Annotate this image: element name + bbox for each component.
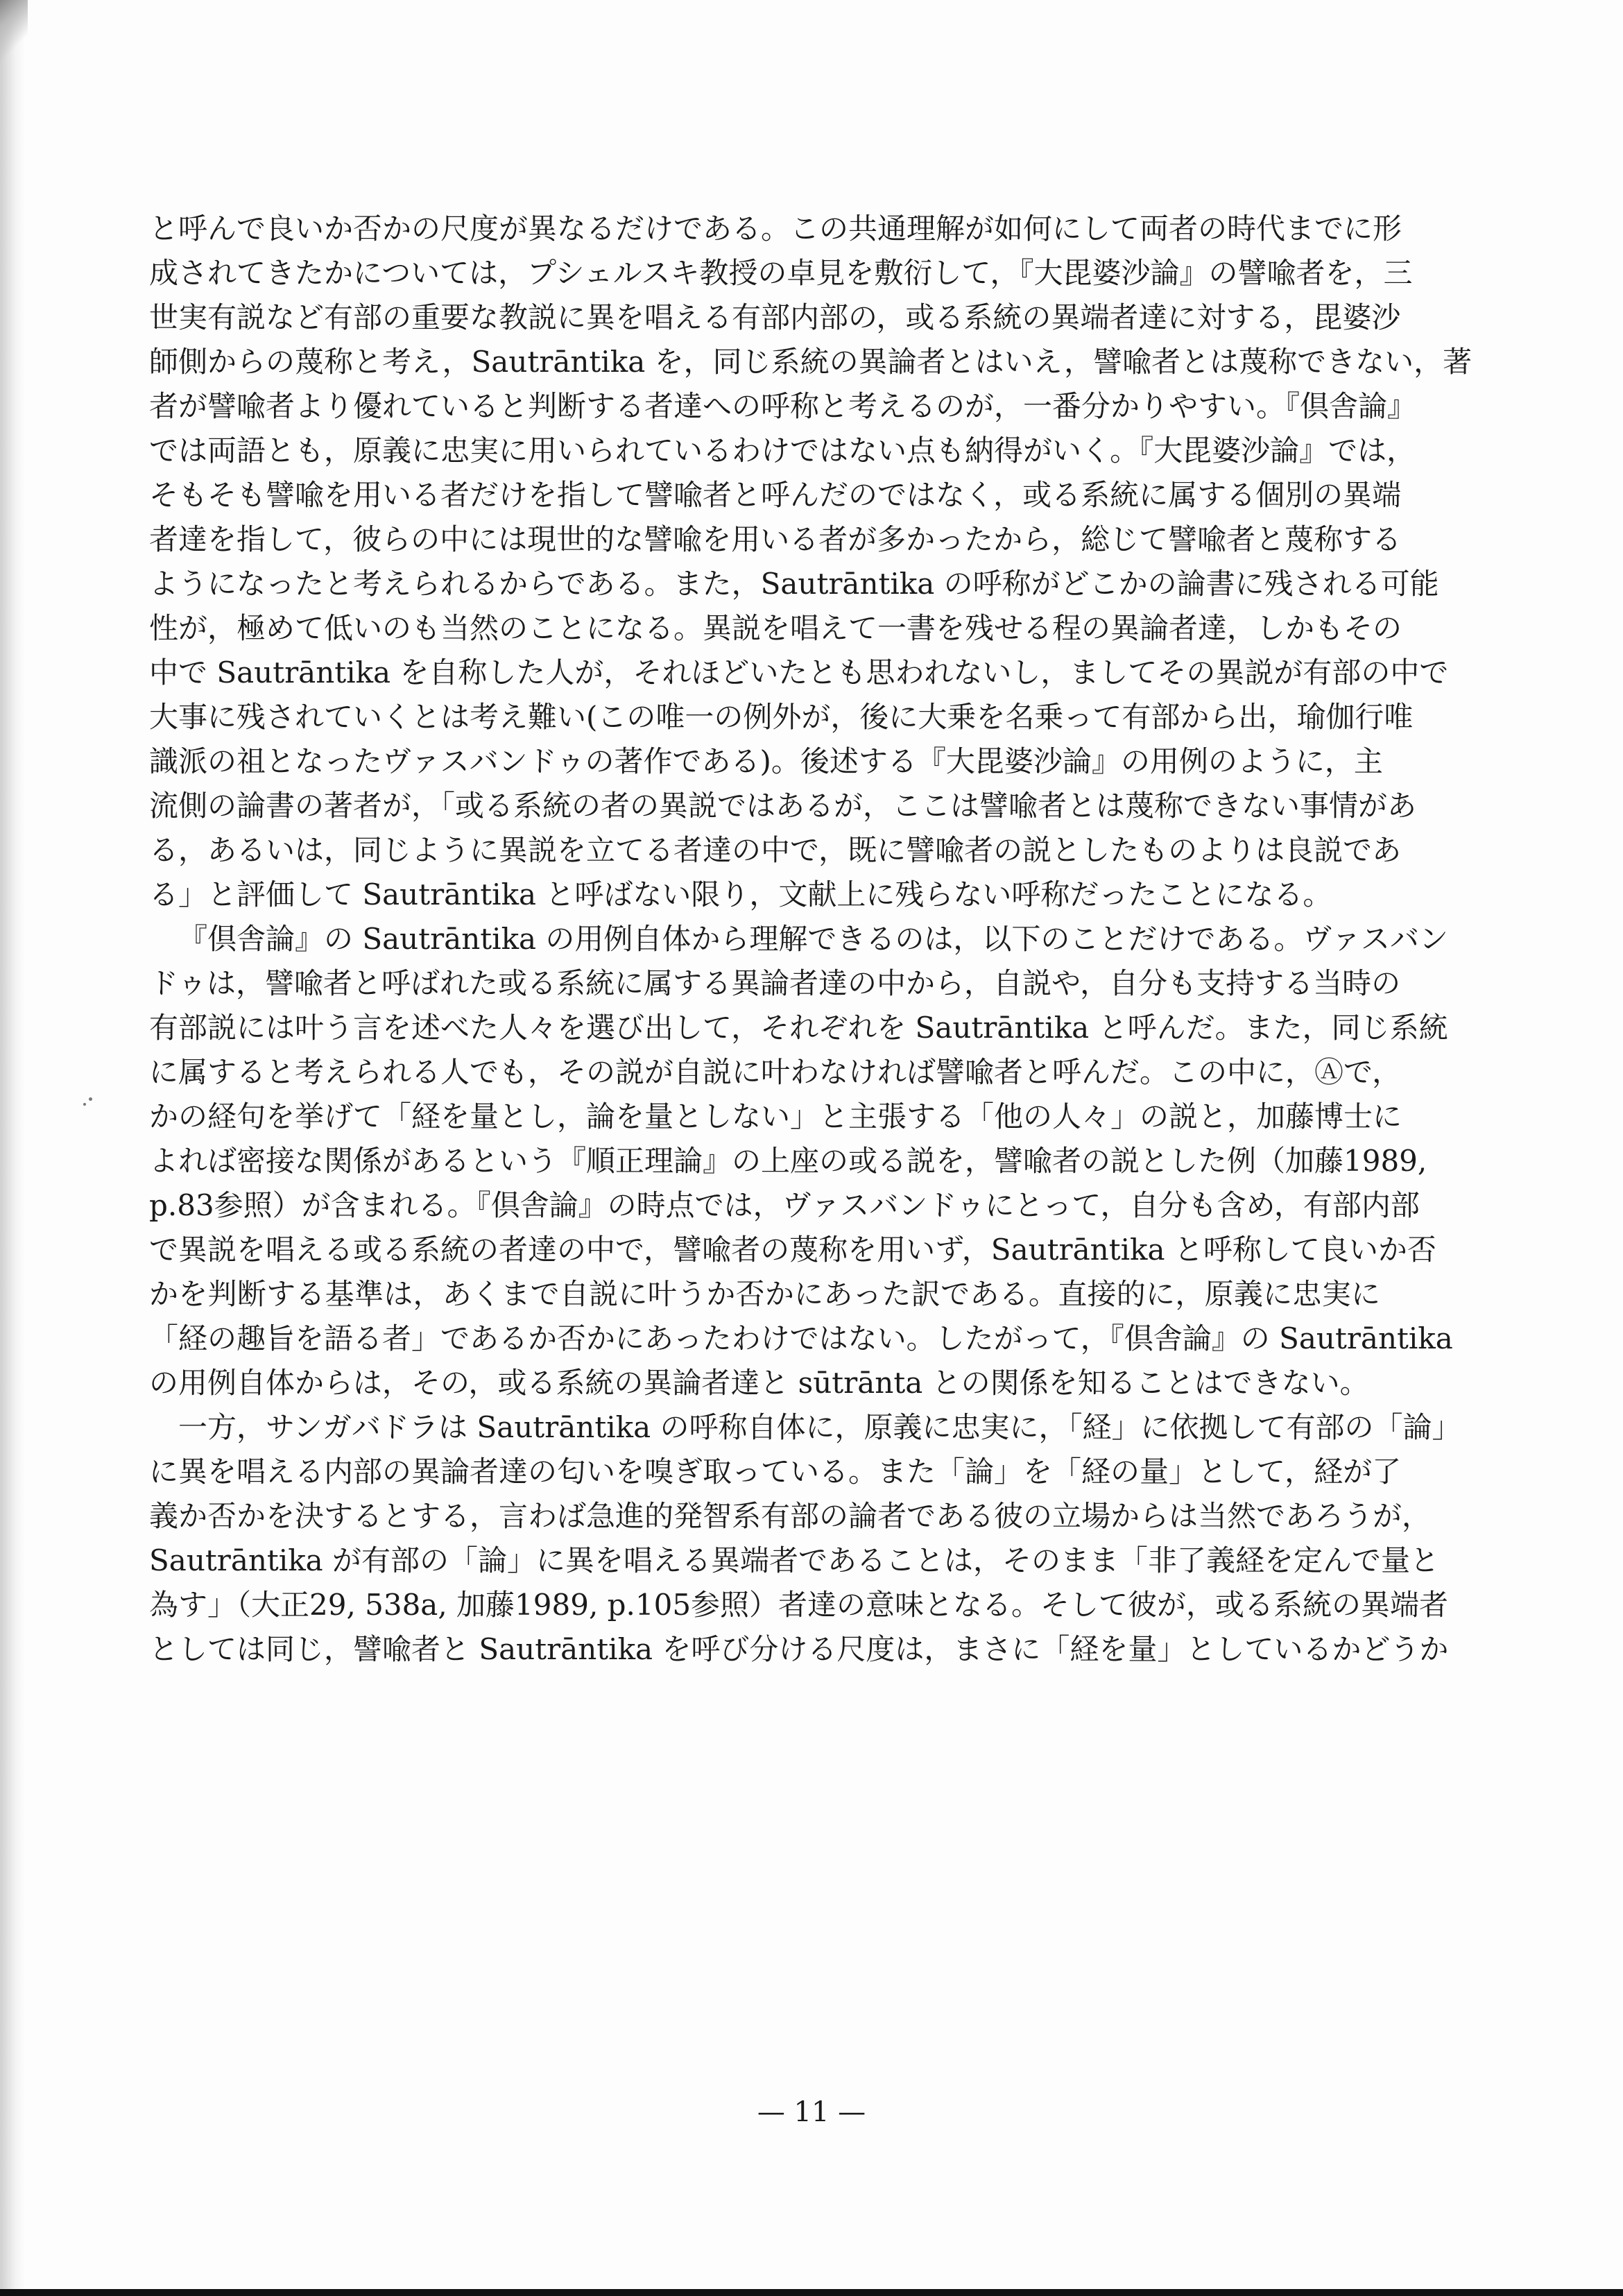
text-line: ようになったと考えられるからである。また，Sautrāntika の呼称がどこかの論書に残される可能 [149, 567, 1439, 601]
text-line: に属すると考えられる人でも，その説が自説に叶わなければ譬喩者と呼んだ。この中に，Ⓐで， [149, 1055, 1402, 1089]
text-line: 者達を指して，彼らの中には現世的な譬喩を用いる者が多かったから，総じて譬喩者と蔑称する [149, 522, 1402, 556]
text-line: 流側の論書の著者が，「或る系統の者の異説ではあるが，ここは譬喩者とは蔑称できない事情があ [149, 789, 1417, 823]
text-line: 性が，極めて低いのも当然のことになる。異説を唱えて一書を残せる程の異論者達，しかもその [149, 611, 1402, 645]
text-line: では両語とも，原義に忠実に用いられているわけではない点も納得がいく。『大毘婆沙論』では， [149, 434, 1416, 468]
text-line: 大事に残されていくとは考え難い(この唯一の例外が，後に大乗を名乗って有部から出，瑜伽行唯 [149, 700, 1414, 734]
text-line: かの経句を挙げて「経を量とし，論を量としない」と主張する「他の人々」の説と，加藤博士に [149, 1099, 1402, 1133]
text-line: 識派の祖となったヴァスバンドゥの著作である)。後述する『大毘婆沙論』の用例のように，主 [149, 744, 1383, 778]
text-line: と呼んで良いか否かの尺度が異なるだけである。この共通理解が如何にして両者の時代までに形 [149, 212, 1402, 246]
text-line: 師側からの蔑称と考え，Sautrāntika を，同じ系統の異論者とはいえ，譬喩者とは蔑称できない，著 [149, 345, 1472, 379]
scan-edge-shadow [0, 0, 25, 2296]
text-line: 世実有説など有部の重要な教説に異を唱える有部内部の，或る系統の異端者達に対する，毘婆沙 [149, 300, 1401, 334]
scan-corner-mark [0, 0, 28, 62]
text-line: 『倶舎論』の Sautrāntika の用例自体から理解できるのは，以下のことだけである。ヴァスバン [178, 922, 1448, 956]
text-line: Sautrāntika が有部の「論」に異を唱える異端者であることは，そのまま「非了義経を定んで量と [149, 1543, 1440, 1577]
text-line: p.83参照）が含まれる。『倶舎論』の時点では，ヴァスバンドゥにとって，自分も含め，有部内部 [149, 1188, 1420, 1222]
text-line: の用例自体からは，その，或る系統の異論者達と sūtrānta との関係を知ることはできない。 [149, 1366, 1369, 1400]
text-line: よれば密接な関係があるという『順正理論』の上座の或る説を，譬喩者の説とした例（加藤1989, [149, 1144, 1427, 1178]
text-line: る，あるいは，同じように異説を立てる者達の中で，既に譬喩者の説としたものよりは良説であ [149, 833, 1402, 867]
paragraph [149, 207, 1472, 917]
text-line: 中で Sautrāntika を自称した人が，それほどいたとも思われないし，ましてその異説が有部の中で [149, 656, 1449, 689]
scan-bottom-edge [0, 2289, 1623, 2296]
scan-speck [89, 1097, 92, 1101]
text-line: る」と評価して Sautrāntika と呼ばない限り，文献上に残らない呼称だったことになる。 [149, 877, 1332, 911]
text-line: 者が譬喩者より優れていると判断する者達への呼称と考えるのが，一番分かりやすい。『倶舎論』 [149, 389, 1417, 423]
text-line: 一方，サンガバドラは Sautrāntika の呼称自体に，原義に忠実に，「経」に依拠して有部の「論」 [178, 1410, 1461, 1444]
page-number: — 11 — [757, 2096, 866, 2128]
text-line: 「経の趣旨を語る者」であるか否かにあったわけではない。したがって，『倶舎論』の Sautrāntika [149, 1321, 1453, 1355]
text-line: 義か否かを決するとする，言わば急進的発智系有部の論者である彼の立場からは当然であろうが， [149, 1499, 1432, 1533]
text-line: としては同じ，譬喩者と Sautrāntika を呼び分ける尺度は，まさに「経を量」としているかどうか [149, 1632, 1449, 1666]
text-line: そもそも譬喩を用いる者だけを指して譬喩者と呼んだのではなく，或る系統に属する個別の異端 [149, 478, 1402, 512]
paragraph [149, 917, 1453, 1405]
text-line: に異を唱える内部の異論者達の匂いを嗅ぎ取っている。また「論」を「経の量」として，経が了 [149, 1455, 1402, 1489]
text-line: 成されてきたかについては，プシェルスキ教授の卓見を敷衍して，『大毘婆沙論』の譬喩者を，三 [149, 256, 1413, 290]
text-line: 為す」（大正29, 538a, 加藤1989, p.105参照）者達の意味となる。そして彼が，或る系統の異端者 [149, 1588, 1449, 1622]
text-line: で異説を唱える或る系統の者達の中で，譬喩者の蔑称を用いず，Sautrāntika と呼称して良いか否 [149, 1233, 1436, 1267]
text-line: ドゥは，譬喩者と呼ばれた或る系統に属する異論者達の中から，自説や，自分も支持する当時の [149, 966, 1401, 1000]
text-line: 有部説には叶う言を述べた人々を選び出して，それぞれを Sautrāntika と呼んだ。また，同じ系統 [149, 1011, 1448, 1045]
paragraph [149, 1405, 1461, 1672]
body-text [149, 207, 1472, 1672]
scan-speck [83, 1103, 86, 1106]
text-line: かを判断する基準は，あくまで自説に叶うか否かにあった訳である。直接的に，原義に忠実に [149, 1277, 1380, 1311]
paragraph-container [149, 207, 1472, 1672]
